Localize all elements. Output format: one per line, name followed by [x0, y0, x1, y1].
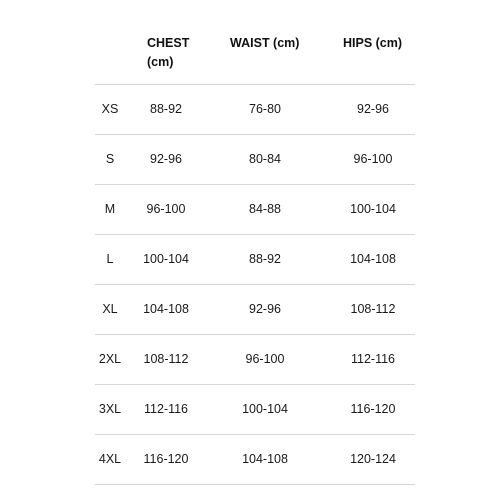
table-row [95, 235, 415, 285]
size-cell: 4XL [98, 452, 122, 466]
hips-cell: 108-112 [350, 302, 396, 316]
waist-column-header: WAIST (cm) [230, 36, 300, 50]
hips-cell: 92-96 [357, 102, 389, 116]
table-row [95, 285, 415, 335]
waist-cell: 80-84 [249, 152, 281, 166]
waist-cell: 76-80 [249, 102, 281, 116]
table-row [95, 135, 415, 185]
table-row [95, 185, 415, 235]
size-cell: 2XL [98, 352, 122, 366]
chest-column-header [147, 34, 207, 72]
chest-cell: 92-96 [150, 152, 182, 166]
table-row [95, 435, 415, 485]
size-cell: 3XL [98, 402, 122, 416]
waist-cell: 92-96 [249, 302, 281, 316]
chest-cell: 112-116 [143, 402, 189, 416]
chest-cell: 104-108 [143, 302, 189, 316]
chest-header-label: CHEST [147, 36, 190, 50]
hips-cell: 112-116 [350, 352, 396, 366]
size-chart-table [95, 30, 415, 485]
table-row [95, 335, 415, 385]
size-cell: XL [102, 302, 118, 316]
hips-cell: 120-124 [350, 452, 396, 466]
hips-cell: 96-100 [353, 152, 393, 166]
waist-cell: 96-100 [245, 352, 285, 366]
waist-cell: 88-92 [249, 252, 281, 266]
hips-cell: 116-120 [350, 402, 396, 416]
chest-cell: 100-104 [143, 252, 189, 266]
hips-cell: 104-108 [350, 252, 396, 266]
hips-cell: 100-104 [350, 202, 396, 216]
waist-cell: 100-104 [242, 402, 288, 416]
chest-cell: 96-100 [146, 202, 186, 216]
hips-column-header: HIPS (cm) [343, 36, 403, 50]
chest-cell: 116-120 [143, 452, 189, 466]
size-cell: M [104, 202, 116, 216]
table-header-row [95, 30, 415, 85]
size-cell: XS [101, 102, 119, 116]
table-row [95, 85, 415, 135]
chest-cell: 88-92 [150, 102, 182, 116]
size-cell: S [105, 152, 115, 166]
waist-cell: 104-108 [242, 452, 288, 466]
chest-cell: 108-112 [143, 352, 189, 366]
size-cell: L [106, 252, 114, 266]
table-row [95, 385, 415, 435]
waist-cell: 84-88 [249, 202, 281, 216]
chest-header-unit: (cm) [147, 55, 174, 69]
